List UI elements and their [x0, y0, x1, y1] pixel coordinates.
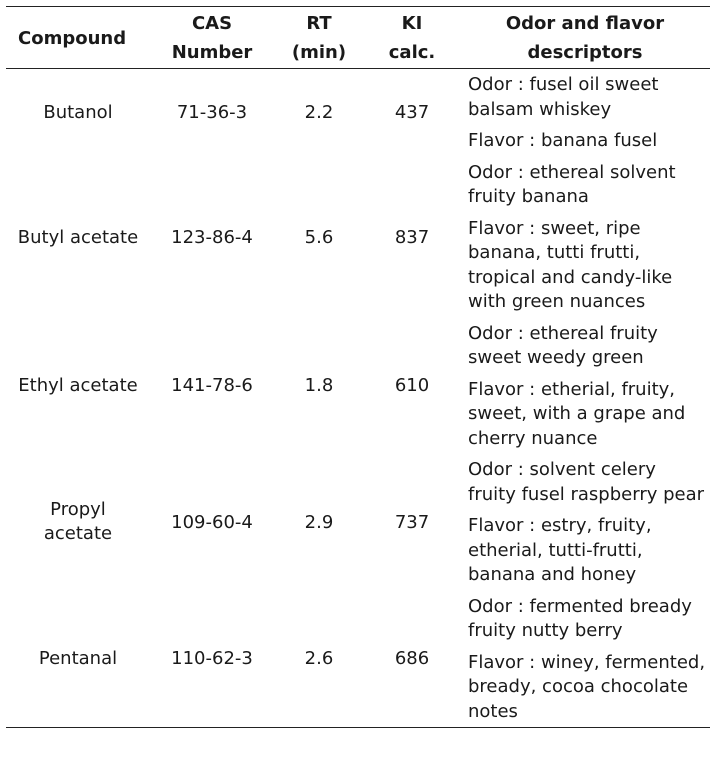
header-cas: CAS Number — [150, 7, 274, 69]
cas-number: 71-36-3 — [176, 102, 248, 124]
flavor-descriptor: Flavor : estry, fruity, etherial, tutti-frutti, banana and honey — [468, 515, 652, 585]
compound-name: Ethyl acetate — [18, 375, 138, 397]
header-descriptors: Odor and flavor descriptors — [460, 7, 710, 69]
flavor-descriptor: Flavor : etherial, fruity, sweet, with a grape and cherry nuance — [468, 378, 686, 449]
table-row — [6, 318, 710, 374]
retention-time: 2.6 — [274, 591, 364, 728]
table-row — [6, 69, 710, 126]
compound-name: Butyl acetate — [17, 226, 139, 248]
table-body — [6, 69, 710, 728]
odor-descriptor: Odor : fusel oil sweet balsam whiskey — [468, 74, 659, 120]
flavor-descriptor: Flavor : banana fusel — [468, 130, 658, 151]
retention-time: 2.9 — [304, 511, 334, 533]
retention-time: 1.8 — [304, 375, 334, 397]
ki-value: 837 — [394, 226, 430, 248]
table-header — [6, 7, 710, 69]
header-ki: KI calc. — [364, 7, 460, 69]
header-compound: Compound — [6, 7, 150, 69]
cas-number: 141-78-6 — [171, 375, 253, 397]
table-container — [6, 6, 710, 728]
header-row — [6, 7, 710, 69]
ki-value: 437 — [394, 102, 430, 124]
compound-table — [6, 6, 710, 728]
odor-descriptor: Odor : solvent celery fruity fusel raspberry pear — [468, 459, 705, 505]
retention-time: 2.2 — [304, 102, 334, 124]
compound-name: Propyl acetate — [43, 499, 113, 545]
odor-descriptor: Odor : fermented bready fruity nutty berry — [468, 595, 692, 641]
ki-value: 686 — [364, 591, 460, 728]
ki-value: 737 — [394, 511, 430, 533]
compound-name: Pentanal — [6, 591, 150, 728]
flavor-descriptor: Flavor : sweet, ripe banana, tutti frutti, tropical and candy-like with green nuances — [468, 217, 673, 312]
cas-number: 109-60-4 — [171, 511, 253, 533]
odor-descriptor: Odor : ethereal fruity sweet weedy green — [468, 322, 658, 368]
cas-number: 110-62-3 — [150, 591, 274, 728]
compound-name: Butanol — [43, 102, 113, 124]
ki-value: 610 — [394, 375, 430, 397]
cas-number: 123-86-4 — [171, 226, 253, 248]
flavor-descriptor: Flavor : winey, fermented, bready, cocoa chocolate notes — [460, 647, 710, 728]
header-rt: RT (min) — [274, 7, 364, 69]
table-row — [6, 157, 710, 213]
odor-descriptor: Odor : ethereal solvent fruity banana — [468, 161, 676, 207]
table-row — [6, 591, 710, 647]
retention-time: 5.6 — [304, 226, 334, 248]
table-row — [6, 454, 710, 510]
